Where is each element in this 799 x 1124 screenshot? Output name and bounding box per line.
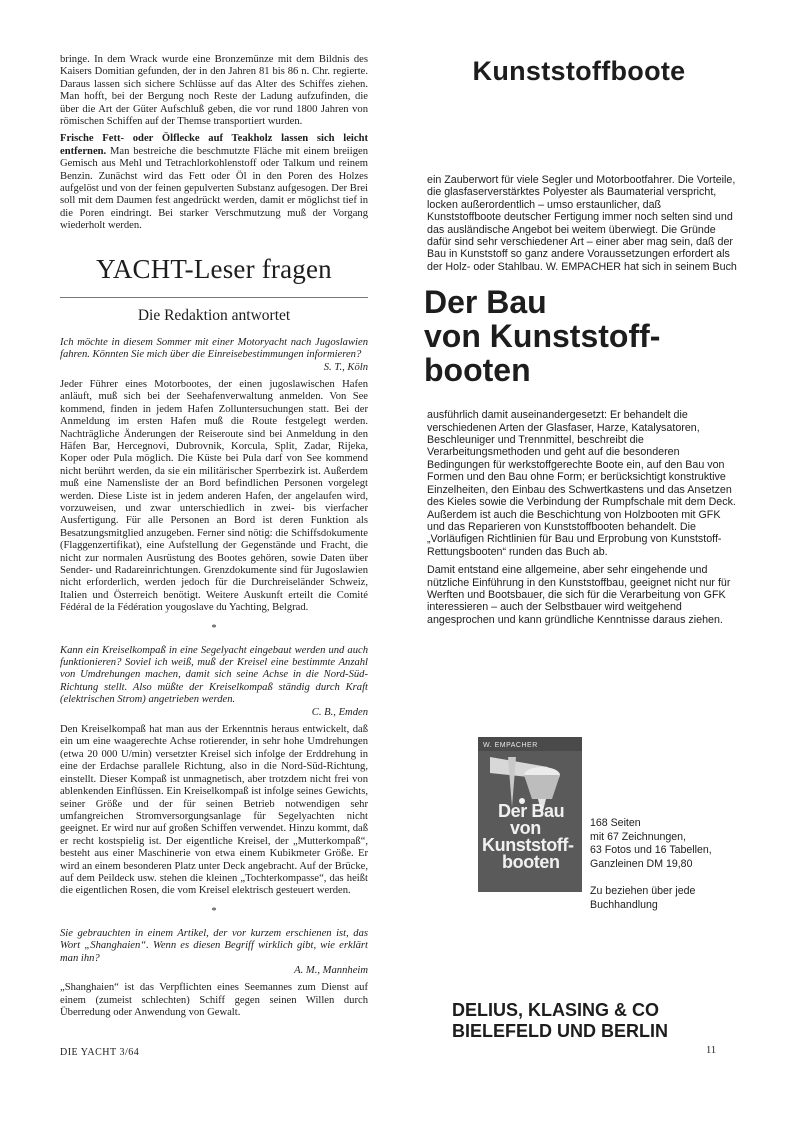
question-3-signature: A. M., Mannheim [294, 964, 368, 976]
magazine-footer: DIE YACHT 3/64 [60, 1047, 140, 1058]
book-cover-image [478, 737, 582, 892]
availability-line: Buchhandlung [590, 898, 658, 911]
answer-2: Den Kreiselkompaß hat man aus der Erkenntnis heraus entwickelt, daß ein um eine waagerechte Achse rotierender, in sehr hohe Umdrehungen (etwa 20 000 U/min) versetzter Kreisel sich infolge der Erddrehung in eine der Erdachse parallele Richtung, also in die Nord-Süd-Richtung, einstellt. Dieser Kompaß ist unmagnetisch, aber trotzdem nicht frei von ablenkenden Einflüssen. Ein Kreiselkompaß ist infolge seines Gewichts, seiner Größe und der für seinen Betrieb notwendigen sehr umfangreichen Stromversorgungsanlage für Segelyachten nicht geeignet. Er wird nur auf großen Schiffen verwendet. Hinzu kommt, daß er recht kostspielig ist. Der eigentliche Kreisel, der „Mutterkompaß“, besteht aus einer Maschinerie von etwa einem Kubikmeter Größe. Er wird an einem besonderen Platz unter Deck angebracht. Auf der Brücke, auf dem Peildeck usw. stehen die kleinen „Tochterkompasse“, das heißt die eigentlichen Rosen, die vom Kreisel elektrisch gesteuert werden. [60, 724, 368, 897]
cover-title-line: Kunststoff- [482, 835, 574, 855]
book-info-line: 168 Seiten [590, 817, 641, 829]
publisher [452, 1000, 752, 1042]
book-info [590, 817, 740, 913]
book-info-line: 63 Fotos und 16 Tabellen, [590, 844, 712, 857]
ad-paragraph-3: Damit entstand eine allgemeine, aber sehr eingehende und nützliche Einführung in den Kunststoffbau, geeignet nicht nur für Werften und Bootsbauer, die sich für die Verarbeitung von GFK interessieren – auch der Selbstbauer wird weitgehend angesprochen und kann gründliche Kenntnisse daraus ziehen. [427, 564, 731, 626]
tip-paragraph [60, 133, 368, 232]
availability-line: Zu beziehen über jede [590, 885, 696, 898]
book-title-line: Der Bau [424, 284, 547, 321]
separator-star: * [211, 622, 217, 634]
cover-author: W. EMPACHER [483, 742, 538, 749]
left-column [60, 54, 368, 1025]
section-divider [60, 297, 368, 298]
publisher-line: DELIUS, KLASING & CO [452, 1000, 660, 1020]
cover-title-line: booten [502, 852, 560, 872]
separator-star: * [211, 905, 217, 917]
tip-body: Man bestreiche die beschmutzte Fläche mit einem breiigen Gemisch aus Mehl und Tetrachlorkohlenstoff oder Talkum und reinem Benzin. Zunächst wird das Fett oder Öl in den Poren des Holzes aufgelöst und von der feinen gepulverten Substanz aufgesogen. Der Brei soll mit dem Daumen fest angedrückt werden, damit er möglichst tief in die Poren eindringt. Bei starker Verschmutzung muß der Vorgang wiederholt werden. [60, 145, 368, 232]
book-title-line: von Kunststoff- [424, 318, 661, 355]
section-subheading: Die Redaktion antwortet [137, 306, 291, 324]
book-info-line: mit 67 Zeichnungen, [590, 830, 686, 843]
cover-title-line: Der Bau [498, 801, 565, 821]
ad-paragraph-2: ausführlich damit auseinandergesetzt: Er behandelt die verschiedenen Arten der Glasfaser, Harze, Katalysatoren, Beschleuniger und Trennmittel, beschreibt die Verarbeitungsmethoden und geht auf die besonderen Bedingungen für werkstoffgerechte Boote ein, auf den Bau von Formen und den Bau ohne Form; er berücksichtigt konstruktive Einzelheiten, den Einbau des Schwertkastens und das Ansetzen des Kieles sowie die Verbindung der Rumpfschale mit dem Deck. Außerdem ist auch die Beschichtung von Holzbooten mit GFK und das Reparieren von Kunststoffbooten behandelt. Die „Vorläufigen Richtlinien für Bau und Erprobung von Kunststoff-Rettungsbooten“ runden das Buch ab. [427, 409, 736, 558]
question-1-signature: S. T., Köln [323, 361, 368, 373]
question-1: Ich möchte in diesem Sommer mit einer Motoryacht nach Jugoslawien fahren. Könnten Sie mich über die Einreisebestimmungen informieren? S. T., Köln [60, 336, 368, 373]
question-3: Sie gebrauchten in einem Artikel, der vor kurzem erschienen ist, das Wort „Shanghaien“. Wenn es diesen Begriff wirklich gibt, wie erklärt man ihn? A. M., Mannheim [60, 927, 368, 976]
answer-3: „Shanghaien“ ist das Verpflichten eines Seemannes zum Dienst auf einem (zumeist schlechten) Schiff gegen seinen Willen durch Überredung oder Anwendung von Gewalt. [60, 982, 368, 1019]
page-number: 11 [706, 1045, 717, 1056]
book-advertisement [420, 56, 738, 632]
question-2: Kann ein Kreiselkompaß in eine Segelyacht eingebaut werden und auch funktionieren? Soviel ich weiß, muß der Kreisel eine bestimmte Anzahl von Umdrehungen machen, damit sich seine Achse in die Nord-Süd-Richtung stellt. Also müßte der Kreiselkompaß ständig durch Kraft (elektrischen Strom) angetrieben werden. C. B., Emden [60, 644, 368, 718]
book-title-line: booten [424, 352, 531, 389]
cover-title-line: von [510, 818, 541, 838]
publisher-line: BIELEFELD UND BERLIN [452, 1021, 668, 1041]
book-title [424, 285, 738, 387]
book-info-line: Ganzleinen DM 19,80 [590, 857, 693, 870]
question-2-signature: C. B., Emden [311, 706, 368, 718]
intro-paragraph: bringe. In dem Wrack wurde eine Bronzemünze mit dem Bildnis des Kaisers Domitian gefunden, der in den Jahren 81 bis 86 n. Chr. regierte. Daraus lassen sich sichere Schlüsse auf das Alter des Schiffes ziehen. Man hofft, bei der Bergung noch Reste der Ladung aufzufinden, die über die Art der Güter Aufschluß geben, die vor rund 1800 Jahren von römischen Schiffen auf der Themse transportiert wurden. [60, 54, 368, 128]
section-heading: YACHT-Leser fragen [96, 253, 332, 284]
tip-heading: Frische Fett- oder Ölflecke auf Teakholz lassen sich leicht entfernen. [60, 133, 368, 157]
cover-title [482, 801, 574, 872]
ad-paragraph-1: ein Zauberwort für viele Segler und Motorbootfahrer. Die Vorteile, die glasfaserverstärktes Polyester als Baumaterial verspricht, locken außerordentlich – umso erstaunlicher, daß Kunststoffboote deutscher Fertigung immer noch selten sind und das ausländische Angebot bei weitem überwiegt. Die Gründe dafür sind sehr verschiedener Art – einer aber mag sein, daß der Bau in Kunststoff so ganz andere Voraussetzungen erfordert als der Holz- oder Stahlbau. W. EMPACHER hat sich in seinem Buch [427, 174, 737, 273]
ad-title: Kunststoffboote [472, 56, 686, 86]
answer-1: Jeder Führer eines Motorbootes, der einen jugoslawischen Hafen anläuft, muß sich bei der Seehafenverwaltung anmelden. Von See kommend, finden in jedem Hafen Zolluntersuchungen statt. Bei der Anmeldung im ersten Hafen muß die Route festgelegt werden. Nachträgliche Änderungen der Reiseroute sind bei Anmeldung in den Häfen Bar, Hercegnovi, Dubrovnik, Korcula, Split, Zadar, Rijeka, Koper oder Pula möglich. Die Küste bei Pula darf von See kommend nicht berührt werden, da sie ein militärischer Sperrbezirk ist. Außerdem muß eine Namensliste der an Bord befindlichen Personen vorgelegt werden. Diese Liste ist in jedem anderen Hafen, der angelaufen wird, vorzuweisen, und zwar unterschiedlich in zwei- bis vierfacher Ausfertigung. Für alle Personen an Bord ist deren Funktion als Besatzungsmitglied anzugeben. Ferner sind nötig: die Schiffsdokumente (Flaggenzertifikat), eine Aufstellung der Gegenstände und Fracht, die nicht zur normalen Ausrüstung des Bootes gehören, sowie Daten über Sender- und Radareinrichtungen. Grenzdokumente sind für Jugoslawien nicht erforderlich, werden jedoch für die Durchreiseländer Schweiz, Italien und Österreich benötigt. Weitere Auskunft erteilt die Comité Fédéral de la Fédération yougoslave du Yachting, Belgrad. [60, 378, 368, 614]
